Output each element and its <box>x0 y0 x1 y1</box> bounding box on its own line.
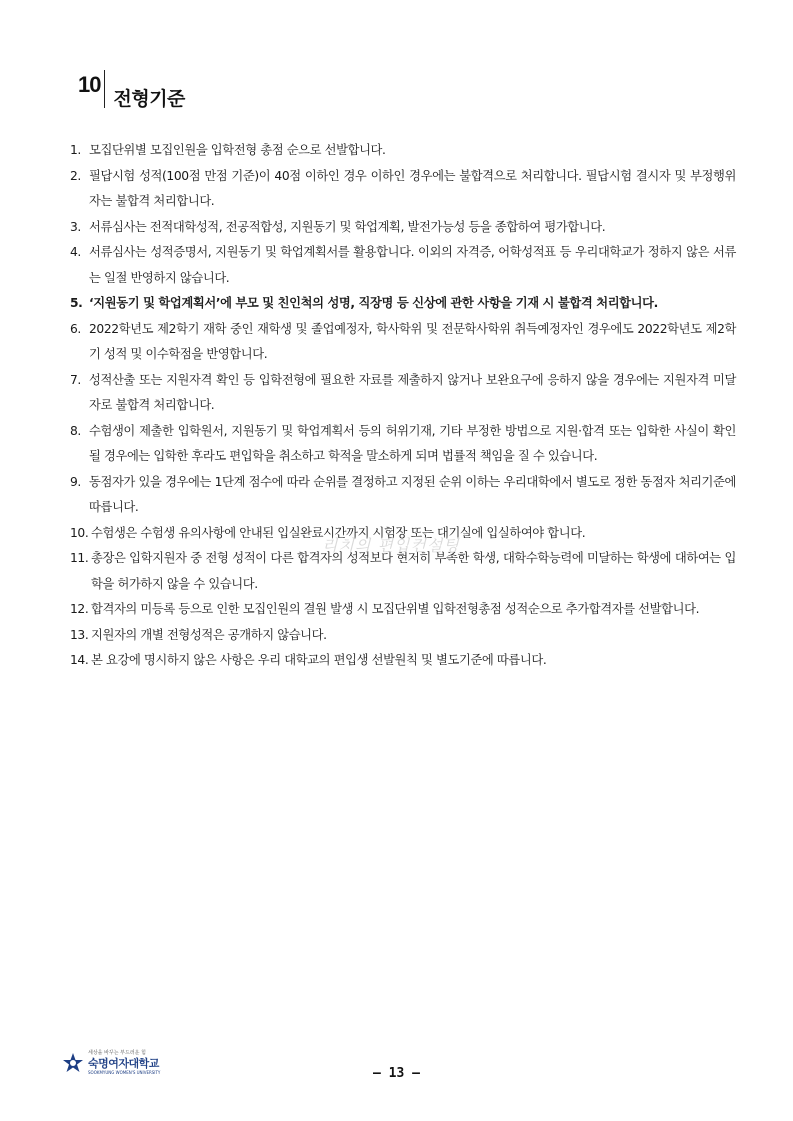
criteria-item-text: 본 요강에 명시하지 않은 사항은 우리 대학교의 편입생 선발원칙 및 별도기준에 따릅니다. <box>91 653 547 667</box>
criteria-item-number: 6. <box>70 321 81 336</box>
section-title: 전형기준 <box>113 88 185 110</box>
logo-slogan: 세상을 바꾸는 부드러운 힘 <box>88 1050 146 1056</box>
criteria-item <box>70 368 736 419</box>
criteria-item <box>70 138 736 164</box>
criteria-item <box>70 317 736 368</box>
criteria-item-text: 총장은 입학지원자 중 전형 성적이 다른 합격자의 성적보다 현저히 부족한 학생, 대학수학능력에 미달하는 학생에 대하여는 입학을 허가하지 않을 수 있습니다. <box>91 551 736 591</box>
criteria-list <box>70 138 736 674</box>
criteria-item <box>70 164 736 215</box>
criteria-item-text: 수험생이 제출한 입학원서, 지원동기 및 학업계획서 등의 허위기재, 기타 부정한 방법으로 지원·합격 또는 입학한 사실이 확인될 경우에는 입학한 후라도 편입학을 취소하고 학적을 말소하게 되며 법률적 책임을 질 수 있습니다. <box>89 423 736 463</box>
page-number: – 13 – <box>373 1066 420 1081</box>
section-header <box>78 70 185 111</box>
criteria-item <box>70 419 736 470</box>
criteria-item-number: 7. <box>70 372 81 387</box>
criteria-item <box>70 623 736 649</box>
logo-name: 숙명여자대학교 <box>88 1057 159 1070</box>
criteria-item-text: 모집단위별 모집인원을 입학전형 총점 순으로 선발합니다. <box>89 143 386 157</box>
criteria-item-number: 9. <box>70 474 81 489</box>
criteria-item-number: 3. <box>70 219 81 234</box>
criteria-item-number: 11. <box>70 551 89 565</box>
criteria-item-text: 성적산출 또는 지원자격 확인 등 입학전형에 필요한 자료를 제출하지 않거나 보완요구에 응하지 않을 경우에는 지원자격 미달자로 불합격 처리합니다. <box>89 372 736 412</box>
watermark: 리치의 편입컨설팅 <box>322 536 460 555</box>
criteria-item-number: 12. <box>70 602 89 616</box>
criteria-item <box>70 648 736 674</box>
section-divider <box>104 70 105 108</box>
criteria-item-text: ‘지원동기 및 학업계획서’에 부모 및 친인척의 성명, 직장명 등 신상에 관한 사항을 기재 시 불합격 처리합니다. <box>89 296 658 310</box>
criteria-item-text: 필답시험 성적(100점 만점 기준)이 40점 이하인 경우 이하인 경우에는 불합격으로 처리합니다. 필답시험 결시자 및 부정행위자는 불합격 처리합니다. <box>89 168 736 208</box>
criteria-item-number: 14. <box>70 653 89 667</box>
criteria-item-number: 10. <box>70 525 89 540</box>
logo-eng: SOOKMYUNG WOMEN'S UNIVERSITY <box>88 1070 161 1075</box>
criteria-item-text: 2022학년도 제2학기 재학 중인 재학생 및 졸업예정자, 학사학위 및 전문학사학위 취득예정자인 경우에도 2022학년도 제2학기 성적 및 이수학점을 반영합니다. <box>89 321 736 361</box>
criteria-item-number: 5. <box>70 296 83 310</box>
criteria-item <box>70 240 736 291</box>
criteria-item-number: 2. <box>70 168 81 183</box>
criteria-item-text: 서류심사는 성적증명서, 지원동기 및 학업계획서를 활용합니다. 이외의 자격증, 어학성적표 등 우리대학교가 정하지 않은 서류는 일절 반영하지 않습니다. <box>89 245 736 285</box>
criteria-item-number: 4. <box>70 245 81 259</box>
criteria-item <box>70 215 736 241</box>
criteria-item-number: 8. <box>70 423 81 438</box>
section-number: 10 <box>78 72 101 97</box>
criteria-item-text: 동점자가 있을 경우에는 1단계 점수에 따라 순위를 결정하고 지정된 순위 이하는 우리대학에서 별도로 정한 동점자 처리기준에 따릅니다. <box>89 474 736 514</box>
criteria-item-text: 지원자의 개별 전형성적은 공개하지 않습니다. <box>91 627 327 642</box>
criteria-item-number: 13. <box>70 627 89 642</box>
criteria-item-number: 1. <box>70 143 81 157</box>
criteria-item-text: 수험생은 수험생 유의사항에 안내된 입실완료시간까지 시험장 또는 대기실에 입실하여야 합니다. <box>91 525 586 540</box>
criteria-item-text: 합격자의 미등록 등으로 인한 모집인원의 결원 발생 시 모집단위별 입학전형총점 성적순으로 추가합격자를 선발합니다. <box>91 602 700 616</box>
criteria-item <box>70 470 736 521</box>
criteria-item-text: 서류심사는 전적대학성적, 전공적합성, 지원동기 및 학업계획, 발전가능성 등을 종합하여 평가합니다. <box>89 219 606 234</box>
criteria-item <box>70 291 736 317</box>
criteria-item <box>70 597 736 623</box>
